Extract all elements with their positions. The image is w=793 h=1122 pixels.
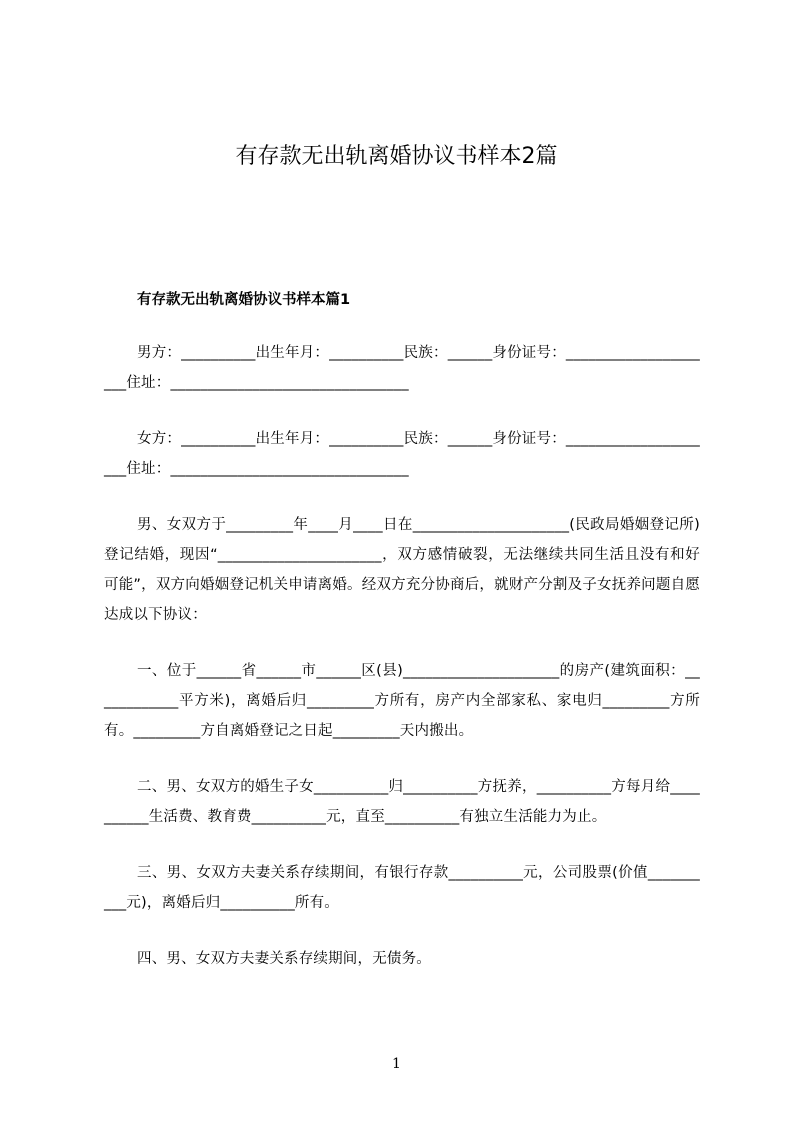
section-heading: 有存款无出轨离婚协议书样本篇1 bbox=[137, 292, 351, 308]
paragraph-male-party-info: 男方：__________出生年月：__________民族：______身份证号：_____________________住址：________________________________ bbox=[104, 345, 700, 391]
paragraph-clause-child-custody: 二、男、女双方的婚生子女__________归__________方抚养，__________方每月给__________生活费、教育费__________元，直至__________有独立生活能力为止。 bbox=[104, 779, 700, 825]
paragraph-clause-property: 一、位于______省______市______区(县)_____________________的房产(建筑面积：____________平方米)，离婚后归_________方所有，房产内全部家私、家电归_________方所有。_________方自离婚登记之日起_________天内搬出。 bbox=[104, 663, 700, 739]
paragraph-clause-debts: 四、男、女双方夫妻关系存续期间，无债务。 bbox=[137, 951, 431, 967]
paragraph-clause-savings: 三、男、女双方夫妻关系存续期间，有银行存款__________元，公司股票(价值__________元)，离婚后归__________所有。 bbox=[104, 865, 700, 911]
paragraph-marriage-background: 男、女双方于_________年____月____日在_____________________(民政局婚姻登记所)登记结婚，现因“______________________，双方感情破裂，无法继续共同生活且没有和好可能”，双方向婚姻登记机关申请离婚。经双方充分协商后，就财产分割及子女抚养问题自愿达成以下协议： bbox=[104, 517, 700, 623]
document-body bbox=[104, 338, 700, 1000]
page-number: 1 bbox=[392, 1056, 401, 1072]
paragraph-female-party-info: 女方：__________出生年月：__________民族：______身份证号：_____________________住址：________________________________ bbox=[104, 431, 700, 477]
document-title: 有存款无出轨离婚协议书样本2篇 bbox=[235, 144, 558, 169]
